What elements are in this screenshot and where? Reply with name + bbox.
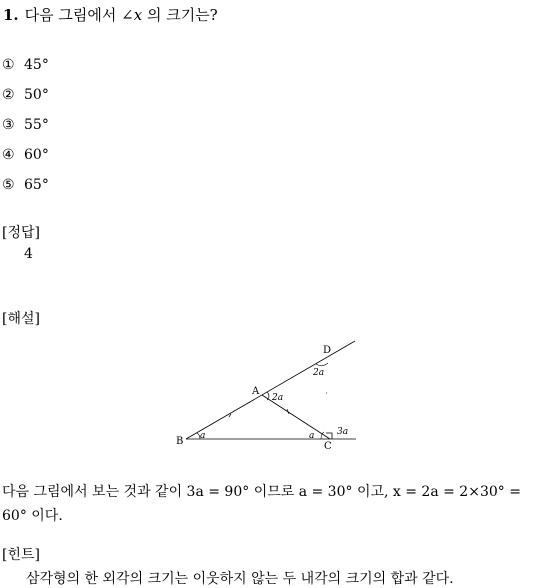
answer-value: 4 (24, 246, 33, 262)
choice-value: 55° (24, 117, 49, 133)
question-text-before: 다음 그림에서 (24, 6, 122, 24)
angle-arc-D (316, 363, 328, 366)
question-text-after: 의 크기는? (142, 6, 218, 24)
label-D: D (323, 345, 332, 356)
angle-label-D: 2a (313, 368, 325, 378)
label-C: C (324, 441, 332, 452)
choice-5[interactable] (2, 177, 49, 193)
explanation-text (2, 480, 534, 528)
angle-label-A: 2a (272, 393, 284, 403)
angle-label-exterior: 3a (337, 427, 349, 437)
explanation-title: [해설] (2, 311, 40, 327)
hint-title: [힌트] (2, 547, 40, 563)
choice-value: 60° (24, 147, 49, 163)
choice-1[interactable] (2, 57, 49, 73)
hint-text: 삼각형의 한 외각의 크기는 이웃하지 않는 두 내각의 크기의 합과 같다. (26, 571, 454, 587)
choice-mark: ⑤ (2, 177, 15, 193)
choice-2[interactable] (2, 87, 49, 103)
choice-mark: ① (2, 57, 15, 73)
choice-4[interactable] (2, 147, 49, 163)
choice-value: 65° (24, 177, 49, 193)
question-line (3, 4, 218, 25)
choice-mark: ④ (2, 147, 15, 163)
choice-3[interactable] (2, 117, 49, 133)
answer-title: [정답] (2, 225, 40, 241)
explanation-line-2: 60° 이다. (2, 508, 63, 524)
label-A: A (252, 386, 260, 397)
choice-mark: ③ (2, 117, 15, 133)
question-math: ∠x (121, 6, 143, 24)
question-number: 1. (3, 6, 19, 24)
choice-value: 45° (24, 57, 49, 73)
explanation-figure (170, 336, 370, 456)
label-B: B (176, 436, 184, 447)
choice-mark: ② (2, 87, 15, 103)
choice-value: 50° (24, 87, 49, 103)
tick-mark-AB (229, 414, 231, 417)
angle-label-C: a (309, 431, 315, 441)
angle-label-B: a (200, 431, 206, 441)
explanation-line-1: 다음 그림에서 보는 것과 같이 3a = 90° 이므로 a = 30° 이고, x = 2a = 2×30° = (2, 484, 521, 500)
